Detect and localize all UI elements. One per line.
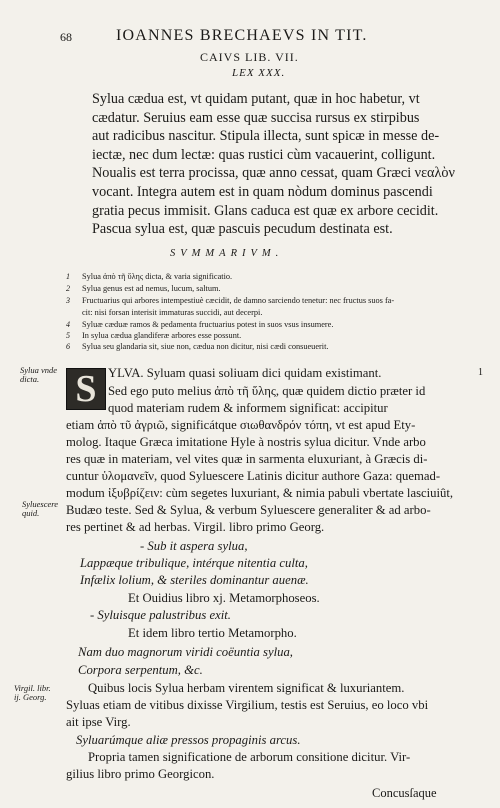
- main-line: res quæ in materiam, vel vites quæ in sarmenta eluxuriant, à Græcis di-: [66, 452, 428, 466]
- summary-number: 5: [66, 331, 70, 340]
- verse-line: - Syluisque palustribus exit.: [90, 608, 231, 622]
- running-title: IOANNES BRECHAEVS IN TIT.: [116, 27, 368, 44]
- summary-item: Fructuarius qui arbores intempestiuè cæcidit, de damno sarciendo tenetur: nec fructus suos fa-: [82, 296, 395, 305]
- summary-item: Syluæ cæduæ ramos & pedamenta fructuarius potest in suos vsus insumere.: [82, 320, 334, 329]
- chapter-subtitle: CAIVS LIB. VII.: [200, 50, 299, 64]
- paragraph-line: Propria tamen significatione de arborum consitione dicitur. Vir-: [88, 750, 411, 764]
- margin-note-number: 1: [478, 367, 483, 378]
- main-line: etiam ἀπὸ τῦ ἀγριῶ, significátque σιωθανδρόν τόπη, vt est apud Ety-: [66, 418, 416, 432]
- catchword: Concusſaque: [372, 786, 437, 800]
- main-line: quod materiam rudem & informem significat: accipitur: [108, 401, 388, 415]
- margin-note-syluescere: Syluescere quid.: [22, 499, 59, 518]
- verse-line: Syluarúmque aliæ pressos propaginis arcus.: [76, 733, 301, 747]
- main-line: Sed ego puto melius ἀπὸ τῆ ὕλης, quæ quidem dictio præter id: [108, 384, 426, 398]
- summary-number: 3: [66, 296, 70, 305]
- intro-line: Sylua cædua est, vt quidam putant, quæ in hoc habetur, vt: [92, 91, 420, 107]
- main-line: YLVA. Syluam quasi soliuam dici quidam existimant.: [108, 366, 382, 380]
- intro-line: Pascua sylua est, quæ pascuis pecudum destinata est.: [92, 221, 393, 237]
- page-number: 68: [60, 30, 72, 44]
- citation-line: Et Ouidius libro xj. Metamorphoseos.: [128, 591, 320, 605]
- verse-line: - Sub it aspera sylua,: [140, 539, 248, 553]
- main-line: cuntur ὑλομανεῖν, quod Syluescere Latinis dicitur authore Gaza: quemad-: [66, 469, 441, 483]
- summary-number: 6: [66, 342, 70, 351]
- summarium-heading: SVMMARIVM.: [170, 248, 284, 259]
- paragraph-line: gilius libro primo Georgicon.: [66, 767, 215, 781]
- margin-note-virgil: Virgil. libr. ij. Georg.: [14, 683, 51, 702]
- intro-line: cædatur. Seruius eam esse quæ succisa rursus ex stirpibus: [92, 110, 420, 126]
- margin-note-sylua-unde: Sylua vnde dicta.: [20, 365, 58, 384]
- main-line: res pertinet & ad herbas. Virgil. libro primo Georg.: [66, 520, 325, 534]
- summary-number: 2: [66, 284, 70, 293]
- verse-line: Nam duo magnorum viridi coëuntia sylua,: [78, 645, 293, 659]
- summary-item: cit: nisi forsan interisit immaturas succidi, aut decerpi.: [82, 308, 263, 317]
- main-line: Budæo teste. Sed & Sylua, & verbum Syluescere generaliter & ad arbo-: [66, 503, 431, 517]
- citation-line: Et idem libro tertio Metamorpho.: [128, 626, 297, 640]
- paragraph-line: ait ipse Virg.: [66, 715, 131, 729]
- summary-item: Sylua seu glandaria sit, siue non, cædua non dicitur, nisi cædi consueuerit.: [82, 342, 329, 351]
- summary-number: 4: [66, 320, 70, 329]
- decorated-initial: S: [66, 368, 106, 410]
- paragraph-line: Syluas etiam de vitibus dixisse Virgilium, testis est Seruius, eo loco vbi: [66, 698, 429, 712]
- intro-line: gratia pecus immisit. Glans caduca est quæ ex arbore cecidit.: [92, 203, 439, 219]
- intro-line: aut radicibus nascitur. Stipula illecta, sunt spicæ in messe de-: [92, 128, 440, 144]
- summary-item: In sylua cædua glandiferæ arbores esse possunt.: [82, 331, 242, 340]
- paragraph-line: Quibus locis Sylua herbam virentem significat & luxuriantem.: [88, 681, 405, 695]
- main-line: molog. Itaque Græca imitatione Hyle à nostris sylua dicitur. Vnde arbo: [66, 435, 426, 449]
- intro-line: iectæ, nec dum lectæ: quas rustici cùm vacauerint, colligunt.: [92, 147, 436, 163]
- intro-line: vocant. Integra autem est in quam nòdum dominus pascendi: [92, 184, 433, 200]
- lex-heading: LEX XXX.: [232, 67, 286, 79]
- main-line: modum ἰξυβρίζειν: cùm segetes luxuriant, & nimia pabuli vbertate lasciuiût,: [66, 486, 454, 500]
- verse-line: Corpora serpentum, &c.: [78, 663, 203, 677]
- verse-line: Infælix lolium, & steriles dominantur auenæ.: [80, 573, 309, 587]
- verse-line: Lappæque tribulique, intérque nitentia culta,: [80, 556, 308, 570]
- intro-line: Noualis est terra procissa, quæ anno cessat, quam Græci νεαλὸν: [92, 165, 455, 181]
- summary-item: Sylua genus est ad nemus, lucum, saltum.: [82, 284, 221, 293]
- summary-item: Sylua ἀπὸ τῆ ὕλης dicta, & varia significatio.: [82, 272, 233, 281]
- summary-number: 1: [66, 272, 70, 281]
